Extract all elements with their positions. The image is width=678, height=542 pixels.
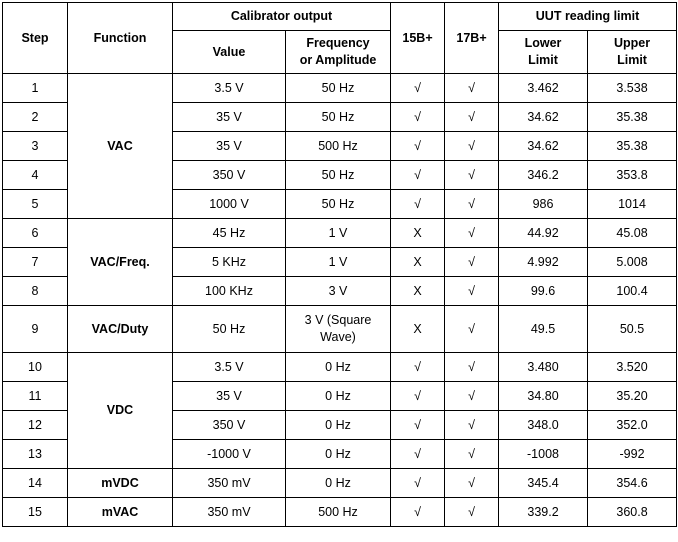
check-17b-cell: √: [445, 219, 499, 248]
step-cell: 15: [3, 498, 68, 527]
value-cell: 350 mV: [173, 498, 286, 527]
check-17b-cell: √: [445, 469, 499, 498]
check-17b-cell: √: [445, 74, 499, 103]
frequency-cell: 0 Hz: [286, 411, 391, 440]
table-row: [3, 498, 677, 527]
frequency-line1: 3 V (Square: [304, 313, 372, 327]
header-upper-line2: Limit: [617, 53, 647, 67]
check-15b-cell: √: [391, 411, 445, 440]
lower-limit-cell: -1008: [499, 440, 588, 469]
frequency-cell: 0 Hz: [286, 382, 391, 411]
value-cell: 1000 V: [173, 190, 286, 219]
upper-limit-cell: 50.5: [588, 306, 677, 353]
lower-limit-cell: 339.2: [499, 498, 588, 527]
frequency-cell: 0 Hz: [286, 469, 391, 498]
lower-limit-cell: 346.2: [499, 161, 588, 190]
header-calibrator-output: Calibrator output: [173, 3, 391, 31]
value-cell: 100 KHz: [173, 277, 286, 306]
check-17b-cell: √: [445, 103, 499, 132]
lower-limit-cell: 4.992: [499, 248, 588, 277]
value-cell: 350 V: [173, 411, 286, 440]
check-15b-cell: X: [391, 277, 445, 306]
upper-limit-cell: 35.20: [588, 382, 677, 411]
value-cell: 350 V: [173, 161, 286, 190]
header-value: Value: [173, 31, 286, 74]
frequency-cell: 50 Hz: [286, 103, 391, 132]
check-17b-cell: √: [445, 353, 499, 382]
check-17b-cell: √: [445, 190, 499, 219]
function-cell-mvdc: mVDC: [68, 469, 173, 498]
value-cell: 35 V: [173, 132, 286, 161]
upper-limit-cell: 1014: [588, 190, 677, 219]
upper-limit-cell: 100.4: [588, 277, 677, 306]
function-cell-vdc: VDC: [68, 353, 173, 469]
header-uut-reading-limit: UUT reading limit: [499, 3, 677, 31]
value-cell: 5 KHz: [173, 248, 286, 277]
step-cell: 3: [3, 132, 68, 161]
header-17b: 17B+: [445, 3, 499, 74]
frequency-cell: 50 Hz: [286, 161, 391, 190]
header-15b: 15B+: [391, 3, 445, 74]
step-cell: 2: [3, 103, 68, 132]
check-17b-cell: √: [445, 498, 499, 527]
upper-limit-cell: 35.38: [588, 132, 677, 161]
frequency-cell: 3 V: [286, 277, 391, 306]
value-cell: 3.5 V: [173, 74, 286, 103]
frequency-cell: 500 Hz: [286, 498, 391, 527]
step-cell: 12: [3, 411, 68, 440]
check-15b-cell: √: [391, 440, 445, 469]
step-cell: 7: [3, 248, 68, 277]
step-cell: 4: [3, 161, 68, 190]
header-upper-limit: [588, 31, 677, 74]
check-15b-cell: √: [391, 382, 445, 411]
lower-limit-cell: 3.462: [499, 74, 588, 103]
header-frequency-line2: or Amplitude: [299, 53, 377, 67]
check-15b-cell: √: [391, 161, 445, 190]
check-15b-cell: X: [391, 219, 445, 248]
header-lower-line2: Limit: [528, 53, 558, 67]
upper-limit-cell: 35.38: [588, 103, 677, 132]
upper-limit-cell: 353.8: [588, 161, 677, 190]
step-cell: 10: [3, 353, 68, 382]
lower-limit-cell: 986: [499, 190, 588, 219]
calibration-table: [2, 2, 677, 527]
value-cell: 3.5 V: [173, 353, 286, 382]
upper-limit-cell: 3.520: [588, 353, 677, 382]
table-row: [3, 469, 677, 498]
value-cell: 350 mV: [173, 469, 286, 498]
check-15b-cell: √: [391, 353, 445, 382]
check-17b-cell: √: [445, 411, 499, 440]
step-cell: 13: [3, 440, 68, 469]
function-cell-mvac: mVAC: [68, 498, 173, 527]
frequency-line2: Wave): [320, 330, 356, 344]
check-17b-cell: √: [445, 382, 499, 411]
upper-limit-cell: 5.008: [588, 248, 677, 277]
step-cell: 5: [3, 190, 68, 219]
check-17b-cell: √: [445, 161, 499, 190]
check-15b-cell: X: [391, 306, 445, 353]
lower-limit-cell: 99.6: [499, 277, 588, 306]
header-frequency-line1: Frequency: [306, 36, 370, 50]
function-cell-vac-freq: VAC/Freq.: [68, 219, 173, 306]
check-17b-cell: √: [445, 277, 499, 306]
table-row: [3, 74, 677, 103]
function-cell-vac-duty: VAC/Duty: [68, 306, 173, 353]
value-cell: -1000 V: [173, 440, 286, 469]
step-cell: 11: [3, 382, 68, 411]
upper-limit-cell: 360.8: [588, 498, 677, 527]
frequency-cell: 0 Hz: [286, 353, 391, 382]
lower-limit-cell: 34.62: [499, 132, 588, 161]
function-cell-vac: VAC: [68, 74, 173, 219]
upper-limit-cell: 352.0: [588, 411, 677, 440]
frequency-cell: [286, 306, 391, 353]
step-cell: 9: [3, 306, 68, 353]
table-row: [3, 353, 677, 382]
check-15b-cell: √: [391, 469, 445, 498]
value-cell: 35 V: [173, 103, 286, 132]
value-cell: 45 Hz: [173, 219, 286, 248]
lower-limit-cell: 345.4: [499, 469, 588, 498]
upper-limit-cell: 45.08: [588, 219, 677, 248]
step-cell: 14: [3, 469, 68, 498]
check-15b-cell: √: [391, 498, 445, 527]
step-cell: 6: [3, 219, 68, 248]
header-lower-line1: Lower: [524, 36, 562, 50]
step-cell: 1: [3, 74, 68, 103]
header-function: Function: [68, 3, 173, 74]
lower-limit-cell: 3.480: [499, 353, 588, 382]
header-row-1: [3, 3, 677, 31]
check-15b-cell: √: [391, 103, 445, 132]
header-lower-limit: [499, 31, 588, 74]
check-15b-cell: X: [391, 248, 445, 277]
table-row: [3, 219, 677, 248]
step-cell: 8: [3, 277, 68, 306]
lower-limit-cell: 49.5: [499, 306, 588, 353]
check-17b-cell: √: [445, 132, 499, 161]
upper-limit-cell: -992: [588, 440, 677, 469]
lower-limit-cell: 348.0: [499, 411, 588, 440]
frequency-cell: 50 Hz: [286, 74, 391, 103]
lower-limit-cell: 44.92: [499, 219, 588, 248]
frequency-cell: 50 Hz: [286, 190, 391, 219]
frequency-cell: 1 V: [286, 248, 391, 277]
header-frequency-amplitude: [286, 31, 391, 74]
check-17b-cell: √: [445, 306, 499, 353]
check-15b-cell: √: [391, 74, 445, 103]
frequency-cell: 0 Hz: [286, 440, 391, 469]
header-step: Step: [3, 3, 68, 74]
frequency-cell: 500 Hz: [286, 132, 391, 161]
table-row: [3, 306, 677, 353]
upper-limit-cell: 354.6: [588, 469, 677, 498]
check-15b-cell: √: [391, 190, 445, 219]
check-15b-cell: √: [391, 132, 445, 161]
lower-limit-cell: 34.80: [499, 382, 588, 411]
frequency-cell: 1 V: [286, 219, 391, 248]
value-cell: 35 V: [173, 382, 286, 411]
check-17b-cell: √: [445, 248, 499, 277]
upper-limit-cell: 3.538: [588, 74, 677, 103]
lower-limit-cell: 34.62: [499, 103, 588, 132]
header-upper-line1: Upper: [613, 36, 651, 50]
value-cell: 50 Hz: [173, 306, 286, 353]
check-17b-cell: √: [445, 440, 499, 469]
